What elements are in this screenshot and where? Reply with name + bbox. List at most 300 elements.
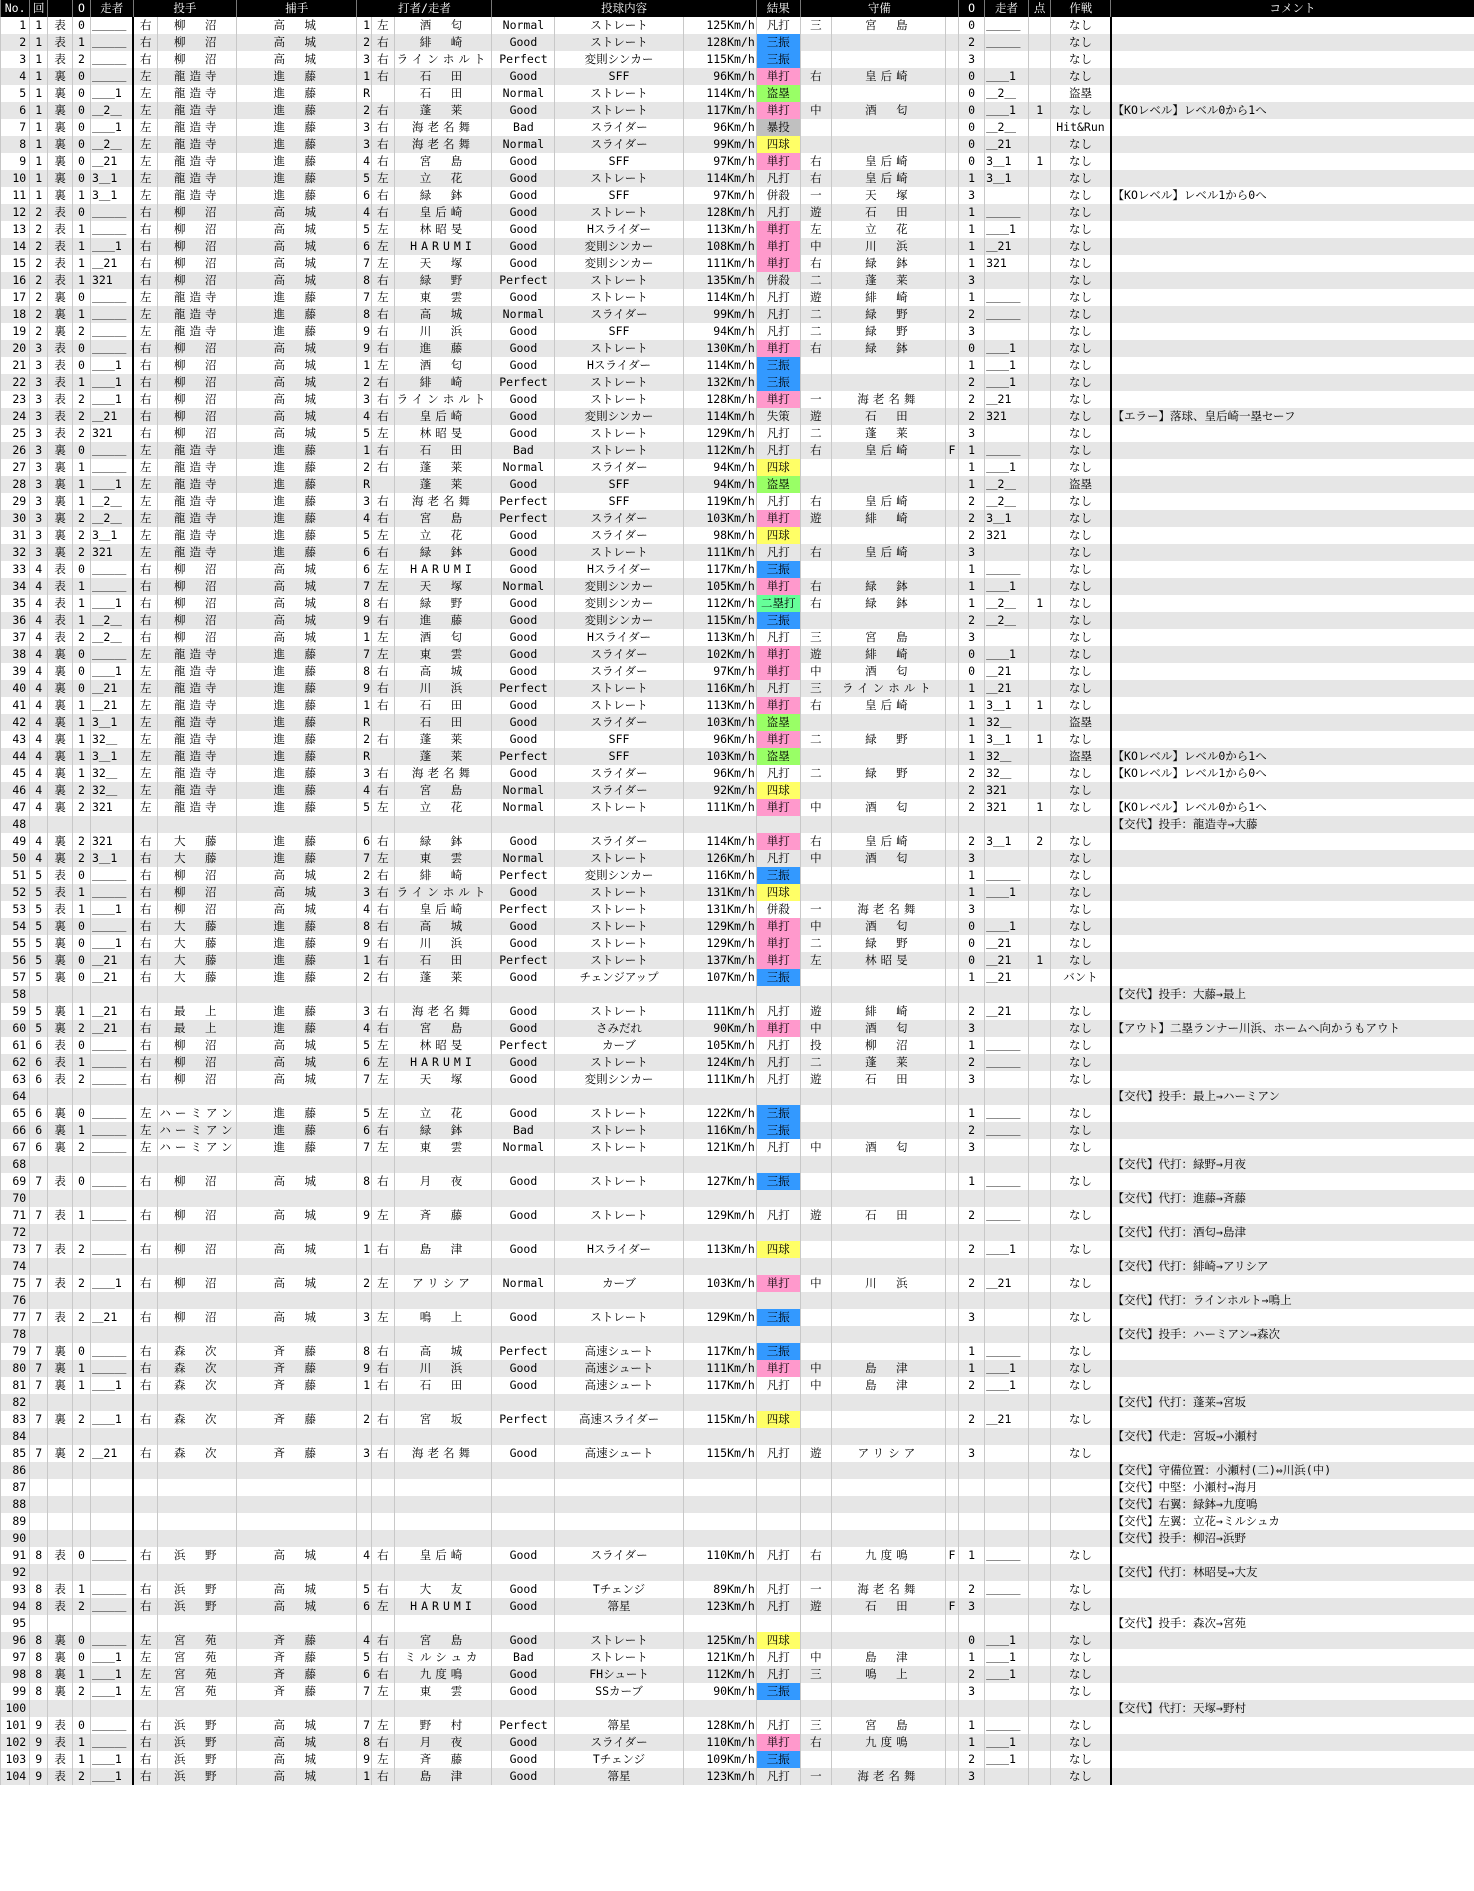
strategy: 盗塁	[1051, 748, 1111, 765]
batter-name: 東 雲	[394, 850, 492, 867]
batter-name: 緑 鉢	[394, 187, 492, 204]
pitch-quality	[492, 1479, 555, 1496]
pitch-quality: Good	[492, 153, 555, 170]
batter-name: 高 城	[394, 918, 492, 935]
runners: ＿＿＿	[90, 289, 133, 306]
fielder-position	[800, 1292, 831, 1309]
batting-order: 1	[357, 1241, 372, 1258]
pitcher-hand	[133, 1615, 158, 1632]
comment: 【KOレベル】レベル0から1へ	[1111, 799, 1474, 816]
runners-after	[985, 816, 1029, 833]
runners: ＿＿1	[90, 935, 133, 952]
strategy: 盗塁	[1051, 714, 1111, 731]
pitch-speed: 97Km/h	[683, 187, 756, 204]
result	[756, 1530, 800, 1547]
half: 表	[48, 374, 73, 391]
outs: 0	[72, 204, 90, 221]
batter-name: 月 夜	[394, 1173, 492, 1190]
comment	[1111, 1666, 1474, 1683]
pitcher-name	[158, 1258, 237, 1275]
runs-scored	[1028, 1241, 1050, 1258]
runners	[90, 1156, 133, 1173]
row-number: 39	[1, 663, 30, 680]
pitch-type: ストレート	[555, 272, 683, 289]
foul-flag	[945, 1615, 958, 1632]
outs-after: 2	[959, 1003, 985, 1020]
pitch-speed: 130Km/h	[683, 340, 756, 357]
pitch-type: ストレート	[555, 425, 683, 442]
runners: 321	[90, 833, 133, 850]
pitcher-name: 龍造寺	[158, 527, 237, 544]
runners-after: ＿21	[985, 969, 1029, 986]
batter-hand: 右	[372, 697, 394, 714]
pitch-quality: Good	[492, 1547, 555, 1564]
comment: 【交代】代打：林昭旻→大友	[1111, 1564, 1474, 1581]
batter-hand: 右	[372, 493, 394, 510]
runs-scored: 1	[1028, 595, 1050, 612]
fielder-name	[832, 374, 946, 391]
batter-hand: 左	[372, 646, 394, 663]
pitcher-hand	[133, 816, 158, 833]
strategy	[1051, 1564, 1111, 1581]
pitcher-hand	[133, 1190, 158, 1207]
runners-after: ＿＿＿	[985, 1343, 1029, 1360]
runs-scored	[1028, 425, 1050, 442]
foul-flag	[945, 799, 958, 816]
runs-scored	[1028, 442, 1050, 459]
inning	[30, 1564, 48, 1581]
pitch-speed	[683, 1224, 756, 1241]
half: 裏	[48, 102, 73, 119]
pitcher-hand: 左	[133, 748, 158, 765]
pitch-type	[555, 1190, 683, 1207]
inning: 5	[30, 969, 48, 986]
foul-flag	[945, 1649, 958, 1666]
batter-name: 高 城	[394, 306, 492, 323]
foul-flag	[945, 1394, 958, 1411]
foul-flag	[945, 1275, 958, 1292]
runners-after	[985, 187, 1029, 204]
batter-name: アリシア	[394, 1275, 492, 1292]
row-number: 17	[1, 289, 30, 306]
batter-hand: 右	[372, 1632, 394, 1649]
catcher-name: 高 城	[237, 425, 357, 442]
runs-scored	[1028, 1700, 1050, 1717]
pitcher-hand: 左	[133, 102, 158, 119]
pitch-speed: 116Km/h	[683, 1122, 756, 1139]
pitch-quality: Perfect	[492, 680, 555, 697]
strategy: なし	[1051, 595, 1111, 612]
outs-after: 2	[959, 1411, 985, 1428]
inning: 3	[30, 442, 48, 459]
fielder-position: 中	[800, 1020, 831, 1037]
batter-hand: 左	[372, 561, 394, 578]
pitch-speed: 117Km/h	[683, 1377, 756, 1394]
table-row	[1, 1275, 1474, 1292]
comment	[1111, 1751, 1474, 1768]
pitcher-hand	[133, 1156, 158, 1173]
catcher-name: 高 城	[237, 34, 357, 51]
outs: 1	[72, 578, 90, 595]
catcher-name: 進 藤	[237, 187, 357, 204]
batter-hand: 右	[372, 1173, 394, 1190]
foul-flag	[945, 714, 958, 731]
batting-order	[357, 816, 372, 833]
fielder-position	[800, 1479, 831, 1496]
runs-scored	[1028, 986, 1050, 1003]
comment	[1111, 1717, 1474, 1734]
pitch-quality: Normal	[492, 782, 555, 799]
fielder-name	[832, 1326, 946, 1343]
pitcher-name: 龍造寺	[158, 799, 237, 816]
pitcher-hand: 左	[133, 527, 158, 544]
half: 裏	[48, 850, 73, 867]
batter-name: 立 花	[394, 527, 492, 544]
inning: 5	[30, 918, 48, 935]
runners: ＿21	[90, 255, 133, 272]
row-number: 6	[1, 102, 30, 119]
pitch-quality: Good	[492, 34, 555, 51]
catcher-name	[237, 1394, 357, 1411]
pitch-quality: Normal	[492, 799, 555, 816]
runs-scored	[1028, 1377, 1050, 1394]
runners: ＿＿＿	[90, 646, 133, 663]
runners: ＿＿＿	[90, 442, 133, 459]
catcher-name: 進 藤	[237, 1020, 357, 1037]
batter-hand: 左	[372, 527, 394, 544]
batter-hand: 左	[372, 238, 394, 255]
result: 三振	[756, 867, 800, 884]
fielder-position	[800, 136, 831, 153]
pitcher-name: 最 上	[158, 1020, 237, 1037]
strategy: なし	[1051, 255, 1111, 272]
pitcher-name: 柳 沼	[158, 238, 237, 255]
pitcher-hand: 右	[133, 340, 158, 357]
pitcher-hand: 右	[133, 833, 158, 850]
result: 凡打	[756, 1139, 800, 1156]
pitch-speed: 128Km/h	[683, 1717, 756, 1734]
batter-name	[394, 1564, 492, 1581]
runners-after: ＿＿＿	[985, 1173, 1029, 1190]
pitch-type: ストレート	[555, 1003, 683, 1020]
strategy: なし	[1051, 1734, 1111, 1751]
foul-flag	[945, 51, 958, 68]
comment	[1111, 1445, 1474, 1462]
row-number: 9	[1, 153, 30, 170]
batter-hand	[372, 1530, 394, 1547]
fielder-name	[832, 1173, 946, 1190]
pitcher-name	[158, 1700, 237, 1717]
pitch-type: ストレート	[555, 85, 683, 102]
result: 凡打	[756, 442, 800, 459]
pitch-quality: Good	[492, 1377, 555, 1394]
pitch-quality: Bad	[492, 119, 555, 136]
foul-flag	[945, 1224, 958, 1241]
comment	[1111, 51, 1474, 68]
foul-flag	[945, 1105, 958, 1122]
runners: ＿＿＿	[90, 578, 133, 595]
batter-name: 蓬 莱	[394, 969, 492, 986]
outs-after: 2	[959, 391, 985, 408]
pitcher-name: 浜 野	[158, 1598, 237, 1615]
inning: 1	[30, 102, 48, 119]
runners-after	[985, 1224, 1029, 1241]
pitch-speed	[683, 1564, 756, 1581]
strategy: なし	[1051, 1360, 1111, 1377]
runners: ＿2＿	[90, 493, 133, 510]
outs-after: 0	[959, 952, 985, 969]
pitcher-name: 柳 沼	[158, 425, 237, 442]
runners: ＿21	[90, 1020, 133, 1037]
table-body	[1, 17, 1474, 1785]
pitcher-hand: 左	[133, 799, 158, 816]
comment: 【交代】右翼：緑鉢→九度鳴	[1111, 1496, 1474, 1513]
result: 四球	[756, 1411, 800, 1428]
batter-name: 皇后崎	[394, 901, 492, 918]
inning: 8	[30, 1666, 48, 1683]
runners-after: ＿＿＿	[985, 204, 1029, 221]
half: 表	[48, 221, 73, 238]
foul-flag	[945, 884, 958, 901]
foul-flag	[945, 255, 958, 272]
row-number: 30	[1, 510, 30, 527]
row-number: 71	[1, 1207, 30, 1224]
half: 裏	[48, 187, 73, 204]
pitcher-hand: 左	[133, 1105, 158, 1122]
outs	[72, 1258, 90, 1275]
batter-name: 進 藤	[394, 612, 492, 629]
foul-flag	[945, 136, 958, 153]
col-result: 結果	[756, 0, 800, 17]
batter-hand: 右	[372, 374, 394, 391]
half	[48, 1326, 73, 1343]
inning: 3	[30, 527, 48, 544]
fielder-position: 遊	[800, 1598, 831, 1615]
pitcher-hand: 右	[133, 272, 158, 289]
runners-after: ＿2＿	[985, 476, 1029, 493]
pitch-speed: 110Km/h	[683, 1547, 756, 1564]
runners: ＿＿1	[90, 663, 133, 680]
row-number: 83	[1, 1411, 30, 1428]
batter-name: 月 夜	[394, 1734, 492, 1751]
batting-order	[357, 1190, 372, 1207]
outs-after: 1	[959, 680, 985, 697]
catcher-name: 高 城	[237, 1717, 357, 1734]
fielder-position	[800, 119, 831, 136]
fielder-position	[800, 1122, 831, 1139]
foul-flag	[945, 1445, 958, 1462]
pitcher-hand: 左	[133, 782, 158, 799]
pitch-speed: 92Km/h	[683, 782, 756, 799]
fielder-name: 宮 島	[832, 629, 946, 646]
strategy: なし	[1051, 697, 1111, 714]
pitch-quality	[492, 1428, 555, 1445]
pitch-speed: 129Km/h	[683, 935, 756, 952]
pitcher-hand: 左	[133, 663, 158, 680]
batting-order	[357, 1156, 372, 1173]
batter-name	[394, 1530, 492, 1547]
batting-order: 3	[357, 391, 372, 408]
runs-scored	[1028, 782, 1050, 799]
row-number: 63	[1, 1071, 30, 1088]
foul-flag	[945, 952, 958, 969]
batter-name: 川 浜	[394, 1360, 492, 1377]
runners-after: ＿＿1	[985, 1241, 1029, 1258]
batter-name: 大 友	[394, 1581, 492, 1598]
pitcher-hand: 右	[133, 901, 158, 918]
table-row	[1, 612, 1474, 629]
pitch-type: SFF	[555, 153, 683, 170]
table-row	[1, 1649, 1474, 1666]
fielder-name: 石 田	[832, 1071, 946, 1088]
batter-name: HARUMI	[394, 1054, 492, 1071]
half	[48, 1292, 73, 1309]
outs: 0	[72, 952, 90, 969]
result: 併殺	[756, 901, 800, 918]
runs-scored	[1028, 1207, 1050, 1224]
pitch-type	[555, 1530, 683, 1547]
runs-scored	[1028, 374, 1050, 391]
pitch-quality: Good	[492, 289, 555, 306]
fielder-name	[832, 612, 946, 629]
runs-scored	[1028, 476, 1050, 493]
pitch-type: ストレート	[555, 374, 683, 391]
strategy: なし	[1051, 1717, 1111, 1734]
pitcher-name: 柳 沼	[158, 408, 237, 425]
comment: 【交代】投手：森次→宮苑	[1111, 1615, 1474, 1632]
outs-after: 1	[959, 1717, 985, 1734]
catcher-name: 斉 藤	[237, 1649, 357, 1666]
runs-scored	[1028, 255, 1050, 272]
table-row	[1, 1547, 1474, 1564]
table-row	[1, 901, 1474, 918]
catcher-name	[237, 1224, 357, 1241]
result	[756, 1292, 800, 1309]
catcher-name: 進 藤	[237, 527, 357, 544]
batter-hand: 右	[372, 1768, 394, 1785]
batter-name: 立 花	[394, 1105, 492, 1122]
runners-after	[985, 425, 1029, 442]
pitch-speed	[683, 1326, 756, 1343]
runners-after: ＿＿＿	[985, 1207, 1029, 1224]
fielder-position	[800, 1105, 831, 1122]
pitch-quality: Normal	[492, 306, 555, 323]
runs-scored: 1	[1028, 697, 1050, 714]
pitch-type: ストレート	[555, 1207, 683, 1224]
pitcher-hand: 右	[133, 1241, 158, 1258]
runners: ＿＿＿	[90, 918, 133, 935]
outs-after: 3	[959, 425, 985, 442]
comment	[1111, 1581, 1474, 1598]
half: 裏	[48, 731, 73, 748]
batting-order: 2	[357, 867, 372, 884]
batter-name: 川 浜	[394, 680, 492, 697]
inning	[30, 1496, 48, 1513]
catcher-name: 高 城	[237, 901, 357, 918]
catcher-name	[237, 1530, 357, 1547]
batting-order: 7	[357, 255, 372, 272]
batter-name	[394, 1394, 492, 1411]
batter-hand: 左	[372, 1071, 394, 1088]
runners-after: 3＿1	[985, 153, 1029, 170]
inning	[30, 1190, 48, 1207]
runs-scored	[1028, 901, 1050, 918]
col-pitch: 投球内容	[492, 0, 756, 17]
batting-order: 6	[357, 1054, 372, 1071]
table-row	[1, 1360, 1474, 1377]
runners: ＿＿1	[90, 1683, 133, 1700]
pitch-type: ストレート	[555, 544, 683, 561]
pitch-type	[555, 1513, 683, 1530]
runners-after: ＿＿＿	[985, 1547, 1029, 1564]
catcher-name: 高 城	[237, 272, 357, 289]
result: 凡打	[756, 289, 800, 306]
outs: 1	[72, 255, 90, 272]
pitch-type: チェンジアップ	[555, 969, 683, 986]
fielder-position: 右	[800, 595, 831, 612]
catcher-name: 進 藤	[237, 663, 357, 680]
half: 表	[48, 204, 73, 221]
pitcher-name: 柳 沼	[158, 204, 237, 221]
runners-after: ＿＿1	[985, 68, 1029, 85]
pitcher-name: 宮 苑	[158, 1649, 237, 1666]
catcher-name: 進 藤	[237, 442, 357, 459]
outs-after: 3	[959, 51, 985, 68]
runs-scored	[1028, 816, 1050, 833]
batter-name	[394, 1428, 492, 1445]
result: 凡打	[756, 1071, 800, 1088]
strategy	[1051, 1326, 1111, 1343]
outs: 2	[72, 527, 90, 544]
batting-order	[357, 1496, 372, 1513]
pitch-speed: 105Km/h	[683, 1037, 756, 1054]
pitcher-hand: 右	[133, 612, 158, 629]
inning: 4	[30, 646, 48, 663]
batter-name	[394, 1292, 492, 1309]
table-row	[1, 153, 1474, 170]
catcher-name: 斉 藤	[237, 1377, 357, 1394]
pitch-speed: 125Km/h	[683, 17, 756, 34]
result: 単打	[756, 1275, 800, 1292]
outs: 2	[72, 1139, 90, 1156]
fielder-position	[800, 867, 831, 884]
outs: 1	[72, 1003, 90, 1020]
pitch-speed: 121Km/h	[683, 1139, 756, 1156]
pitch-quality: Good	[492, 187, 555, 204]
catcher-name	[237, 1292, 357, 1309]
pitcher-name: 柳 沼	[158, 34, 237, 51]
row-number: 85	[1, 1445, 30, 1462]
outs: 1	[72, 1751, 90, 1768]
runners: ＿21	[90, 697, 133, 714]
result	[756, 816, 800, 833]
result: 単打	[756, 238, 800, 255]
runners: 3＿1	[90, 850, 133, 867]
pitch-quality: Good	[492, 646, 555, 663]
outs	[72, 1615, 90, 1632]
table-row	[1, 187, 1474, 204]
half: 表	[48, 867, 73, 884]
batter-hand	[372, 986, 394, 1003]
runs-scored	[1028, 1003, 1050, 1020]
half: 裏	[48, 680, 73, 697]
batting-order: 5	[357, 1105, 372, 1122]
comment	[1111, 1037, 1474, 1054]
col-pitcher: 投手	[133, 0, 236, 17]
table-row	[1, 255, 1474, 272]
outs	[72, 1156, 90, 1173]
pitch-type: 変則シンカー	[555, 595, 683, 612]
